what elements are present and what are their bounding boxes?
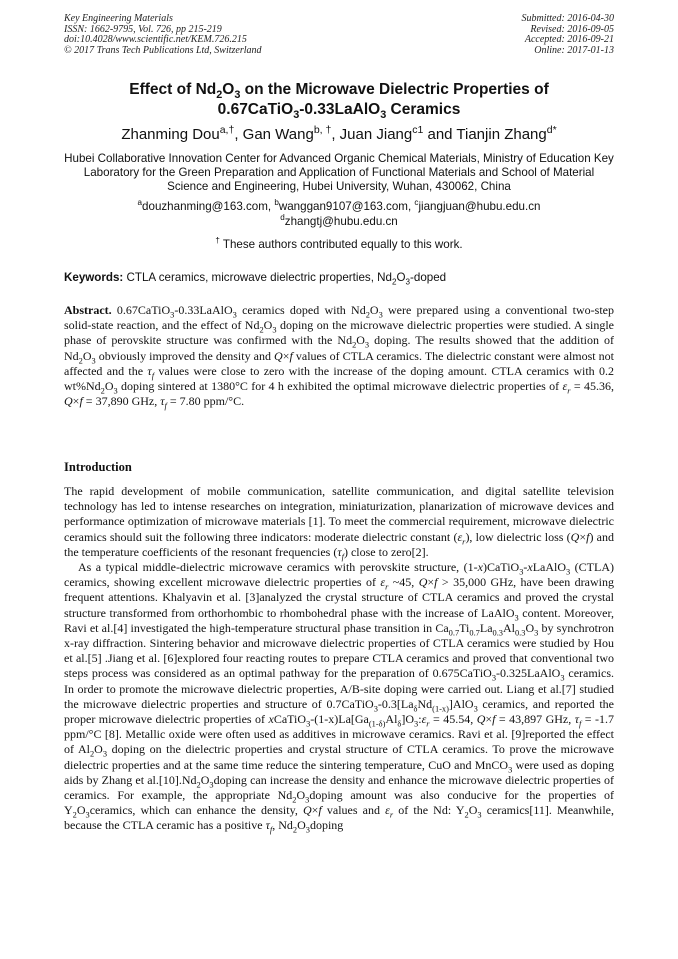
title-line-2: 0.67CaTiO$_3$-0.33LaAlO$_3$ Ceramics	[217, 101, 461, 122]
abstract-text: 0.67CaTiO$_3$-0.33LaAlO$_3$ ceramics doped with $Nd_2O_3$ were prepared using a conventional two-step solid-state reaction, and the effect of $Nd_2O_3$ doping on the microwave dielectric properties were studied. A single phase of perovskite structure was confirmed with the $Nd_2O_3$ doping. The results showed that the addition of $Nd_2O_3$ obviously improved the density and Q×f values of CTLA ceramics. The dielectric constant were almost not affected and the $\tau_f$ values were close to zero with the increase of the doping amount. CTLA ceramics with 0.2 $wt\%Nd_2O_3$ doping sintered at 1380°C for 4 h exhibited the optimal microwave dielectric properties of $\varepsilon_r = 45.36$, Q×f = 37,890 GHz, $\tau_f = 7.80$ ppm/°C.	[64, 303, 615, 411]
keywords-text: CTLA ceramics, microwave dielectric properties, $Nd_2O_3$-doped	[126, 271, 447, 287]
date-submitted: Submitted: 2016-04-30	[521, 13, 614, 24]
emails-line-1: $^a$douzhanming@163.com, $^b$wanggan9107@163.com, $^c$jiangjuan@hubu.edu.cn	[137, 198, 541, 213]
title-line-1: Effect of $Nd_2O_3$ on the Microwave Dielectric Properties of	[129, 81, 549, 102]
paper-title	[64, 80, 614, 120]
paragraph: As a typical middle-dielectric microwave ceramics with perovskite structure, (1-x)CaTiO$_3$-xLaAlO$_3$ (CTLA) ceramics, showing excellent microwave dielectric properties of $\varepsilon_r$ ~45, Q×f > 35,000 GHz, have been drawing frequent attentions. Khalyavin et al. [3]analyzed the crystal structure of CTLA ceramics and proved the crystal structure transformed from orthorhombic to rhombohedral phase with the increase of LaAlO$_3$ content. Moreover, Ravi et al.[4] investigated the high-temperature structural phase transition in $Ca_{0.7}Ti_{0.7}La_{0.3}Al_{0.3}O_3$ by synchrotron x-ray diffraction. Sintering behavior and microwave dielectric properties of CTLA ceramics were studied by Hou et al.[5] .Jiang et al. [6]explored four reacting routes to prepare CTLA ceramics and proved that conventional two steps process was considered as an optimal pathway for the preparation of 0.675CaTiO$_3$-0.325LaAlO$_3$ ceramics. In order to promote the microwave dielectric properties, A/B-site doping were carried out. Liang et al.[7] studied the microwave dielectric properties and structure of $0.7CaTiO_3-0.3[La_\delta Nd_{(1-x)}]AlO_3$ ceramics, and reported the proper microwave dielectric properties of $xCaTiO_3-(1-x)La[Ga_{(1-\delta)}Al_\delta]O_3:\varepsilon_r = 45.54$, Q×f = 43,897 GHz, $\tau_f = -1.7$ ppm/°C [8]. Metallic oxide were often used as additives in microwave ceramics. Ravi et al. [9]reported the effect of $Al_2O_3$ doping on the dielectric properties and crystal structure of CTLA ceramics. To prove the microwave dielectric properties and at the same time reduce the sintering temperature, CuO and MnCO$_3$ were used as doping aids by Zhang et $al.[10].Nd_2O_3doping$ can increase the density and enhance the microwave dielectric properties of ceramics. For example, the appropriate $Nd_2O_3doping$ amount was also conducive for the properties of $Y_2O_3ceramics$, which can enhance the density, Q×f values and $\varepsilon_r$ of the Nd: $Y_2O_3$ ceramics[11]. Meanwhile, because the CTLA ceramic has a positive $\tau_f$, $Nd_2O_3doping$	[64, 560, 615, 835]
date-revised: Revised: 2016-09-05	[530, 23, 614, 35]
section-heading-introduction: Introduction	[64, 460, 132, 474]
keywords	[64, 271, 614, 285]
journal-name: Key Engineering Materials	[64, 13, 173, 24]
author-list: Zhanming Dou$^{a,\dagger}$, Gan Wang$^{b, \dagger}$, Juan Jiang$^{c1}$ and Tianjin Zhang$^{d*}$	[121, 124, 557, 143]
keywords-label: Keywords:	[64, 271, 124, 284]
emails-line-2: $^d$zhangtj@hubu.edu.cn	[280, 212, 398, 228]
affiliation: Hubei Collaborative Innovation Center for Advanced Organic Chemical Materials, Ministry of Education Key Laboratory for the Green Preparation and Application of Functional Materials and School of Material Science and Engineering, Hubei University, Wuhan, 430062, China	[64, 152, 614, 194]
journal-copyright: © 2017 Trans Tech Publications Ltd, Switzerland	[64, 44, 262, 56]
paragraph: The rapid development of mobile communication, satellite communication, and digital satellite television technology has led to intense researches on integration, miniaturization, planarization of microwave devices and performance optimization of microwave materials [1]. To meet the commercial requirement, microwave dielectric ceramics should suit the following three indicators: moderate dielectric constant $(\varepsilon_r)$, low dielectric loss (Q×f) and the temperature coefficients of the resonant frequencies $(\tau_f)$ close to zero[2].	[64, 484, 614, 562]
introduction-body	[64, 484, 614, 834]
journal-issn: ISSN: 1662-9795, Vol. 726, pp 215-219	[64, 23, 222, 35]
abstract	[64, 303, 614, 409]
journal-doi: doi:10.4028/www.scientific.net/KEM.726.215	[64, 34, 247, 46]
author-emails	[64, 200, 614, 229]
equal-contribution-note: † These authors contributed equally to this work.	[215, 236, 463, 251]
journal-header	[64, 14, 262, 56]
dates-header	[522, 14, 615, 56]
date-accepted: Accepted: 2016-09-21	[524, 34, 614, 46]
date-online: Online: 2017-01-13	[534, 44, 614, 56]
abstract-label: Abstract.	[64, 303, 112, 317]
